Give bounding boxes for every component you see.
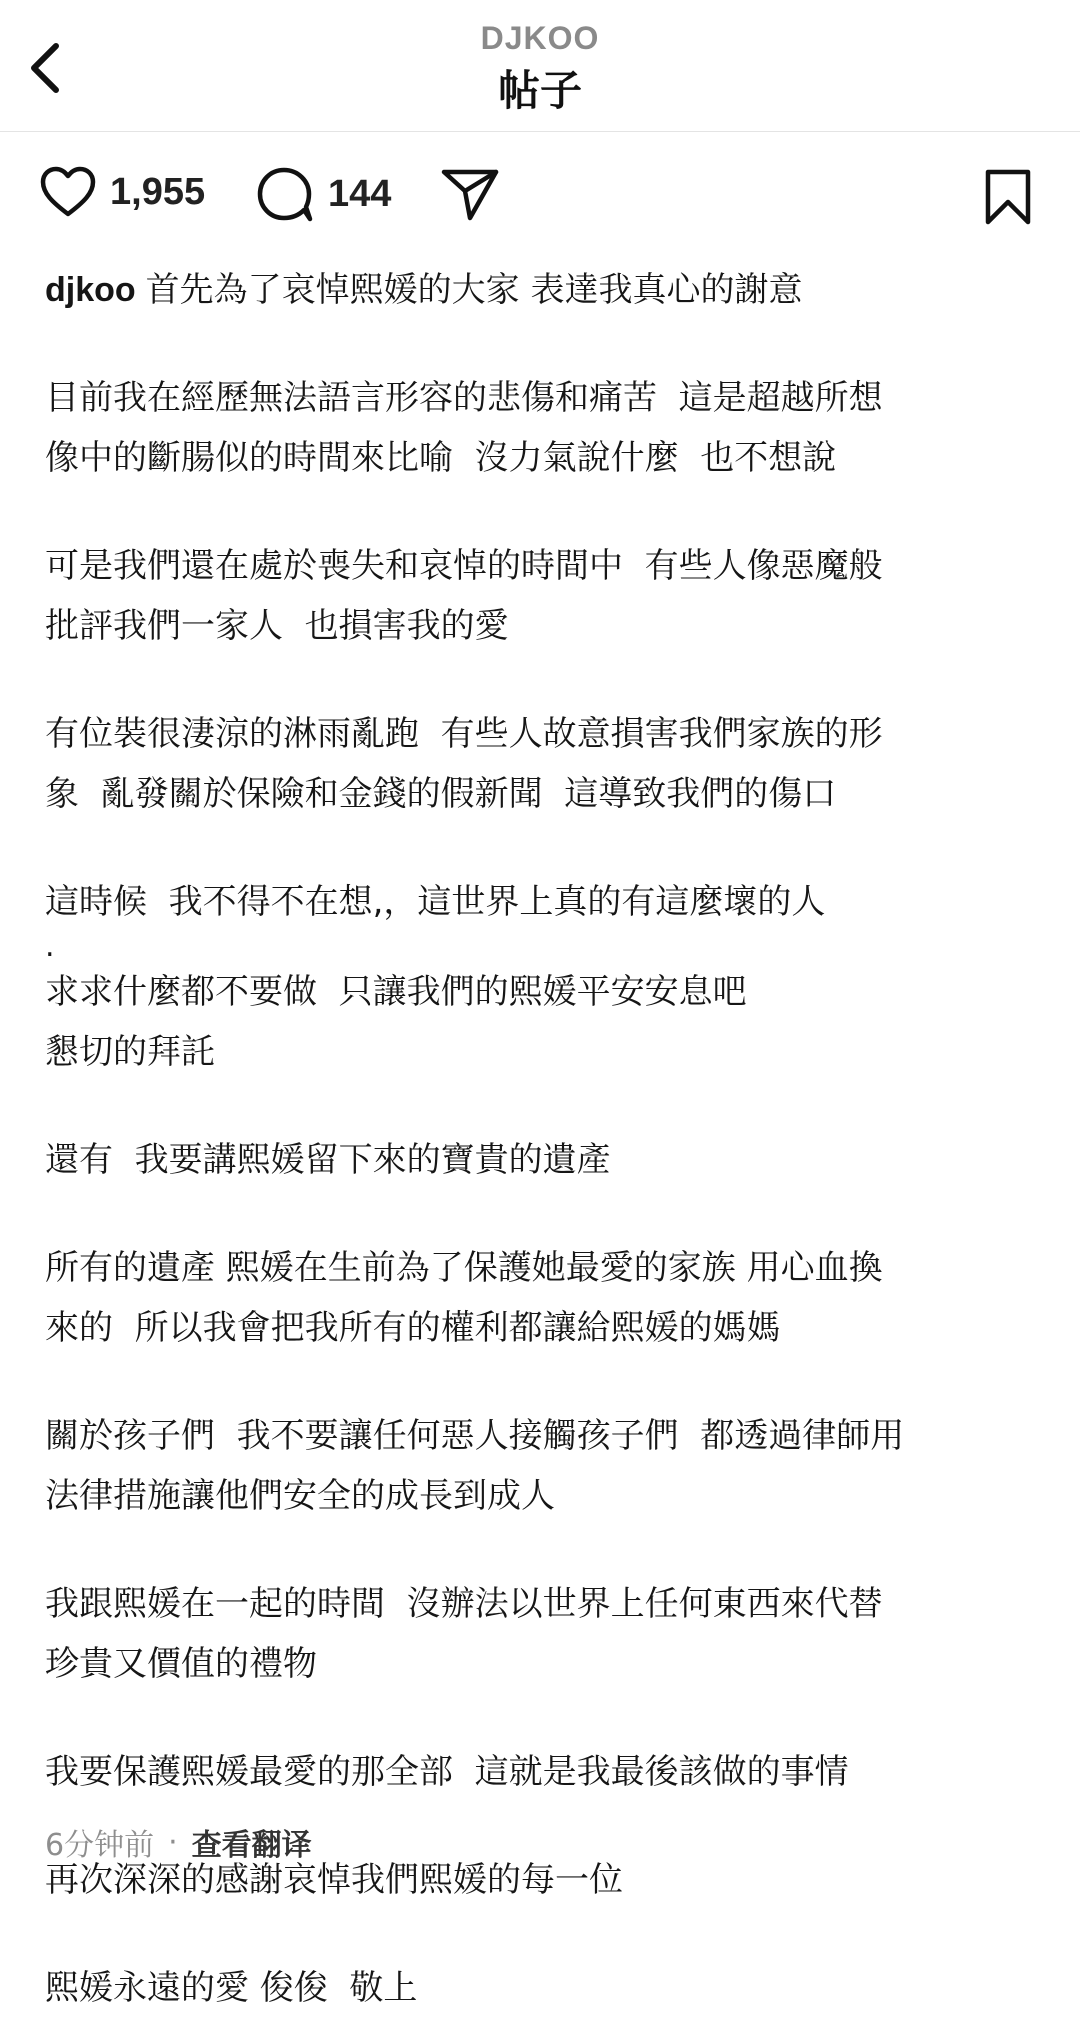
caption-line: 象 亂發關於保險和金錢的假新聞 這導致我們的傷口 (45, 774, 837, 814)
caption-line: 我要保護熙媛最愛的那全部 這就是我最後該做的事情 (45, 1752, 849, 1792)
see-translation-link[interactable]: 查看翻译 (191, 1828, 312, 1863)
paragraph-gap (45, 1082, 1045, 1130)
paragraph-gap (45, 488, 1045, 536)
caption-username[interactable]: djkoo (45, 271, 136, 309)
comment-count[interactable]: 144 (328, 172, 392, 215)
caption-line: 熙媛永遠的愛 俊俊 敬上 (45, 1968, 418, 2008)
send-icon (440, 166, 500, 222)
caption-line: 可是我們還在處於喪失和哀悼的時間中 有些人像惡魔般 (45, 546, 883, 586)
paragraph-gap (45, 320, 1045, 368)
caption-line: 有位裝很淒涼的淋雨亂跑 有些人故意損害我們家族的形 (45, 714, 883, 754)
caption-line: 目前我在經歷無法語言形容的悲傷和痛苦 這是超越所想 (45, 378, 883, 418)
paragraph-gap (45, 824, 1045, 872)
caption-line: 再次深深的感謝哀悼我們熙媛的每一位 (45, 1860, 623, 1900)
page-title: 帖子 (497, 66, 582, 115)
like-count[interactable]: 1,955 (110, 170, 206, 213)
post-timestamp: 6分钟前 (45, 1828, 155, 1863)
caption-line: 我跟熙媛在一起的時間 沒辦法以世界上任何東西來代替 (45, 1584, 883, 1624)
bookmark-icon (982, 168, 1034, 226)
paragraph-gap (45, 656, 1045, 704)
post-caption (45, 260, 1045, 2018)
caption-line: 所有的遺產 熙媛在生前為了保護她最愛的家族 用心血換 (45, 1248, 883, 1288)
like-button[interactable] (40, 166, 205, 218)
caption-line: 批評我們一家人 也損害我的愛 (45, 606, 509, 646)
heart-icon (40, 166, 96, 218)
post-meta (45, 1820, 312, 1864)
action-bar (0, 160, 1080, 230)
caption-line: 求求什麼都不要做 只讓我們的熙媛平安安息吧 (45, 972, 747, 1012)
paragraph-gap (45, 1190, 1045, 1238)
paragraph-gap (45, 1694, 1045, 1742)
caption-line: 像中的斷腸似的時間來比喻 沒力氣說什麼 也不想說 (45, 438, 837, 478)
caption-line: 這時候 我不得不在想,，這世界上真的有這麼壞的人 (45, 882, 826, 922)
caption-line: 珍貴又價值的禮物 (45, 1644, 317, 1684)
save-button[interactable] (982, 168, 1034, 226)
meta-separator: · (168, 1824, 178, 1860)
caption-line: 懇切的拜託 (45, 1032, 215, 1072)
paragraph-gap (45, 1526, 1045, 1574)
comment-bubble-icon (256, 166, 314, 222)
caption-line: 法律措施讓他們安全的成長到成人 (45, 1476, 555, 1516)
share-button[interactable] (440, 166, 500, 222)
caption-line: djkoo 首先為了哀悼熙媛的大家 表達我真心的謝意 (45, 270, 803, 310)
comment-button[interactable] (256, 166, 391, 222)
header-username[interactable]: DJKOO (480, 20, 600, 56)
caption-line: 還有 我要講熙媛留下來的寶貴的遺產 (45, 1140, 611, 1180)
caption-line: 來的 所以我會把我所有的權利都讓給熙媛的媽媽 (45, 1308, 781, 1348)
paragraph-gap (45, 1910, 1045, 1958)
caption-line: 關於孩子們 我不要讓任何惡人接觸孩子們 都透過律師用 (45, 1416, 905, 1456)
caption-line: . (45, 929, 55, 964)
top-bar (0, 0, 1080, 132)
paragraph-gap (45, 1358, 1045, 1406)
